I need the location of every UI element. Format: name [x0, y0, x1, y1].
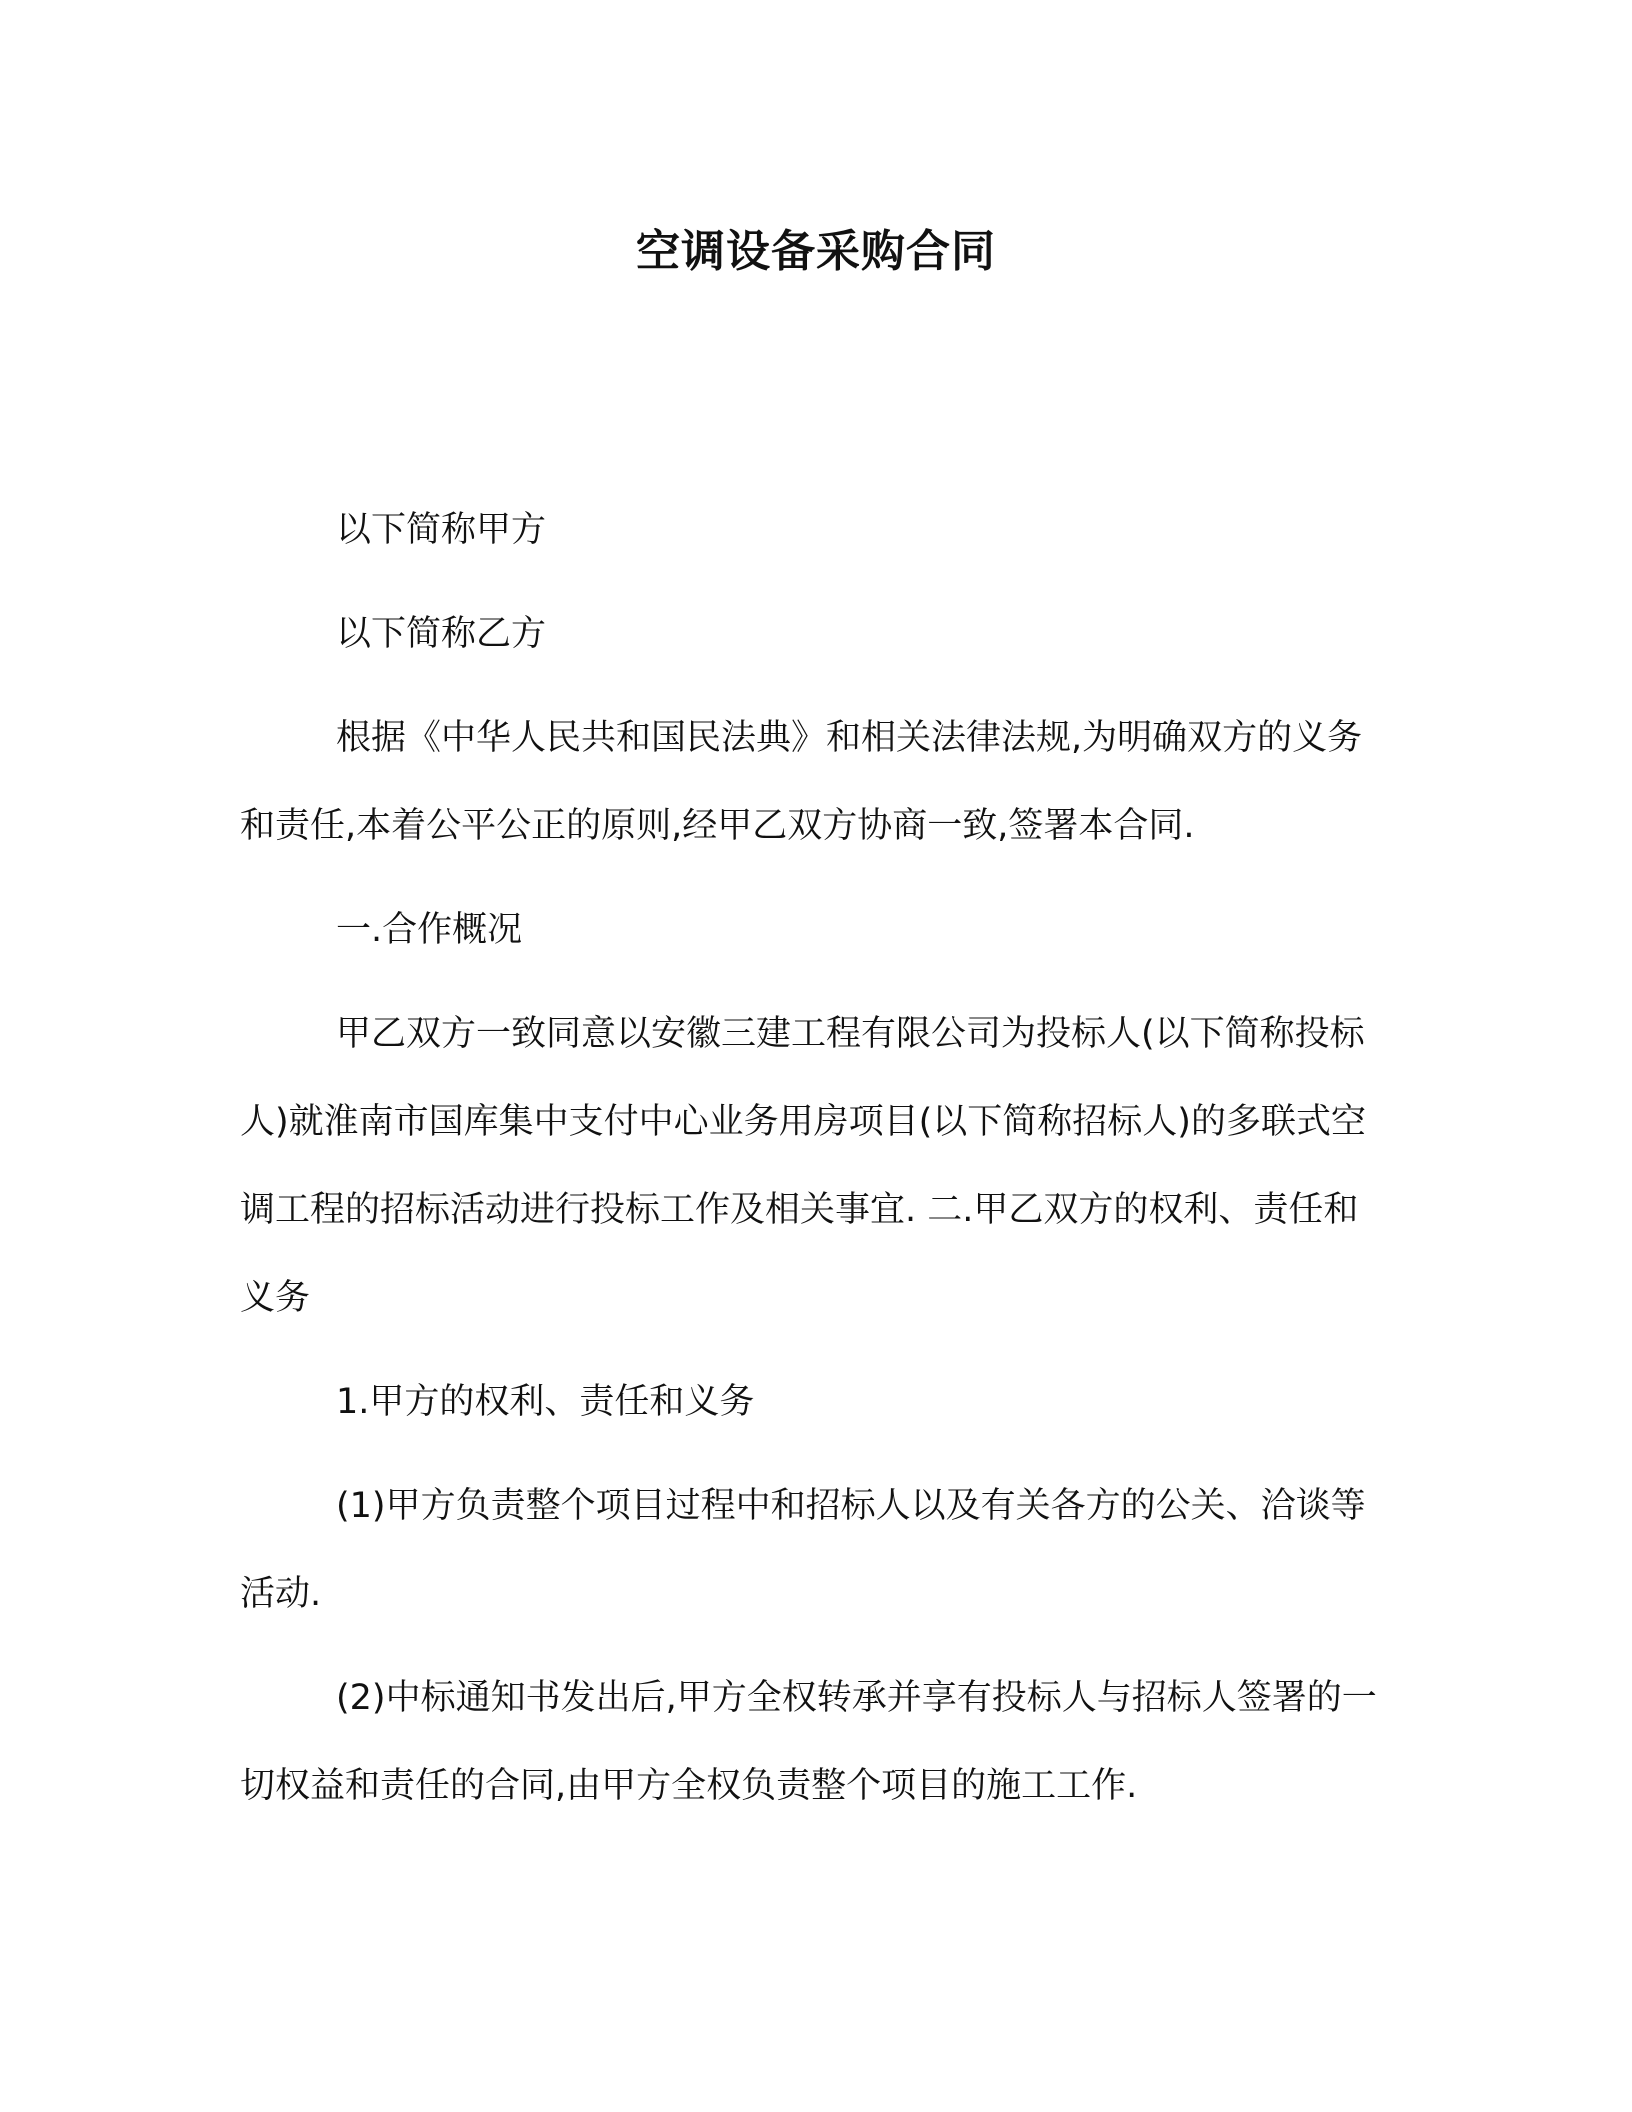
document-title: 空调设备采购合同: [636, 226, 996, 277]
paragraph-preamble: 根据《中华人民共和国民法典》和相关法律法规,为明确双方的义务和责任,本着公平公正的原则,经甲乙双方协商一致,签署本合同.: [240, 718, 1363, 846]
subsection-heading-party-a-rights: 1.甲方的权利、责任和义务: [336, 1382, 755, 1422]
document-body: [240, 486, 1392, 1846]
paragraph-party-b: 以下简称乙方: [336, 614, 547, 654]
paragraph-party-a: 以下简称甲方: [336, 510, 547, 550]
clause-1: (1)甲方负责整个项目过程中和招标人以及有关各方的公关、洽谈等活动.: [240, 1486, 1366, 1614]
paragraph-overview: 甲乙双方一致同意以安徽三建工程有限公司为投标人(以下简称投标人)就淮南市国库集中支付中心业务用房项目(以下简称招标人)的多联式空调工程的招标活动进行投标工作及相关事宜. 二.甲乙双方的权利、责任和义务: [240, 1014, 1366, 1318]
section-heading-overview: 一.合作概况: [336, 910, 523, 950]
clause-2: (2)中标通知书发出后,甲方全权转承并享有投标人与招标人签署的一切权益和责任的合同,由甲方全权负责整个项目的施工工作.: [240, 1678, 1377, 1806]
